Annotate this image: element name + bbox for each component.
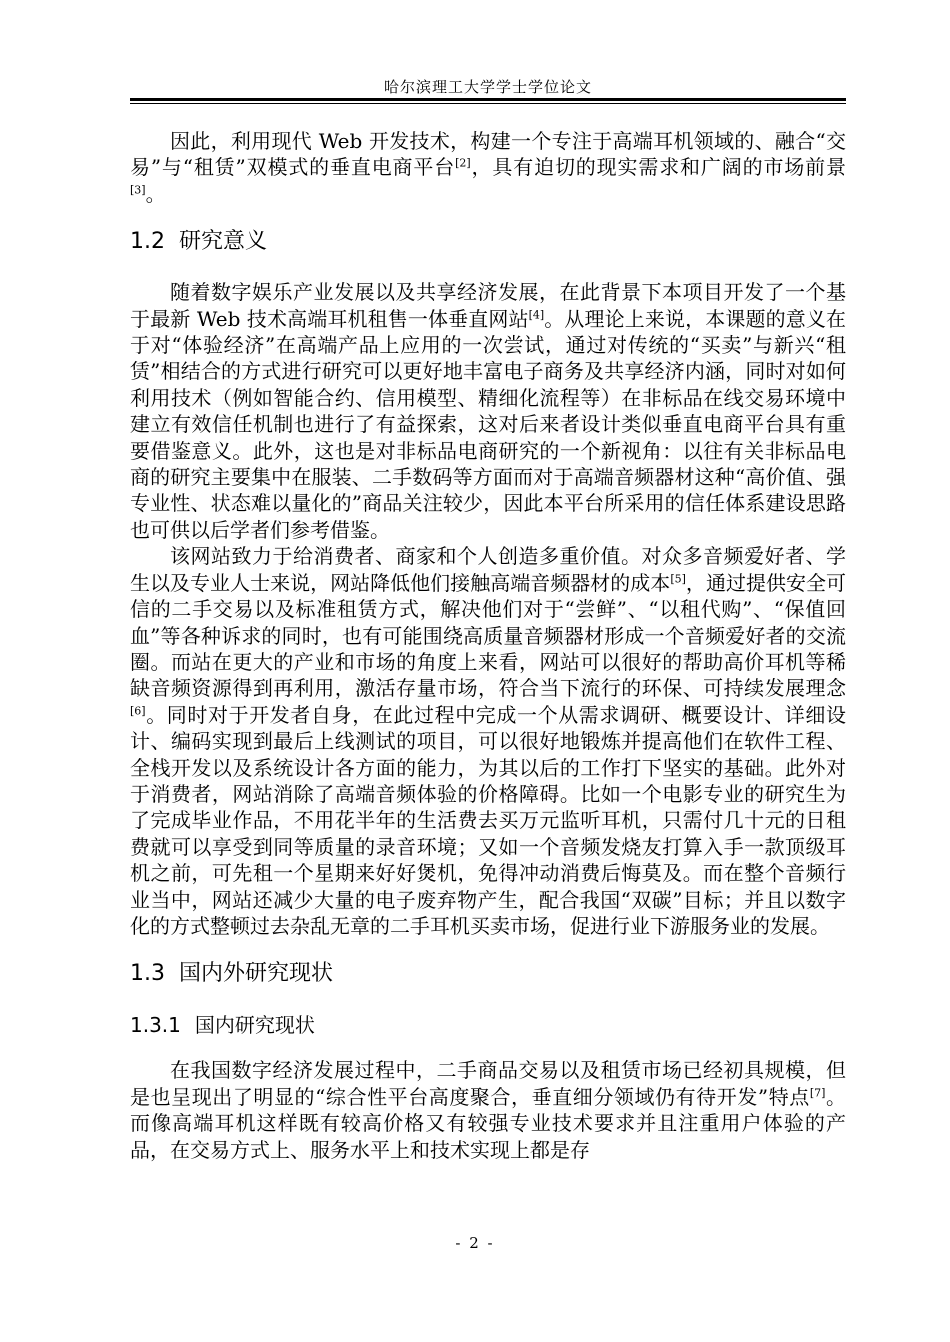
page-body [130, 128, 846, 1163]
section-number: 1.2 [130, 229, 165, 255]
section-number: 1.3.1 [130, 1013, 181, 1038]
header-rule-thin [130, 103, 846, 104]
section-number: 1.3 [130, 961, 165, 987]
paragraph-text: 随着数字娱乐产业发展以及共享经济发展，在此背景下本项目开发了一个基于最新 Web 技术高端耳机租售一体垂直网站 [130, 280, 846, 331]
section-title: 国内研究现状 [194, 1013, 315, 1038]
paragraph-text: ，通过提供安全可信的二手交易以及标准租赁方式，解决他们对于“尝鲜”、“以租代购”、“保值回血”等各种诉求的同时，也有可能围绕高质量音频器材形成一个音频爱好者的交流圈。而站在更大的产业和市场的角度上来看，网站可以很好的帮助高价耳机等稀缺音频资源得到再利用，激活存量市场，符合当下流行的环保、可持续发展理念 [130, 570, 847, 701]
section-heading-1-2 [130, 227, 846, 257]
paragraph-text: 。 [145, 181, 166, 206]
citation: [2] [455, 156, 471, 170]
paragraph-text: 该网站致力于给消费者、商家和个人创造多重价值。对众多音频爱好者、学生以及专业人士来说，网站降低他们接触高端音频器材的成本 [130, 544, 846, 595]
header-rule-thick [130, 98, 846, 101]
paragraph-text: 。而像高端耳机这样既有较高价格又有较强专业技术要求并且注重用户体验的产品，在交易方式上、服务水平上和技术实现上都是存 [130, 1084, 847, 1162]
section-title: 研究意义 [179, 229, 268, 255]
section-heading-1-3 [130, 959, 846, 989]
paragraph-text: ，具有迫切的现实需求和广阔的市场前景 [470, 155, 846, 180]
paragraph [130, 279, 846, 543]
paragraph-text: 。同时对于开发者自身，在此过程中完成一个从需求调研、概要设计、详细设计、编码实现到最后上线测试的项目，可以很好地锻炼并提高他们在软件工程、全栈开发以及系统设计各方面的能力，为其以后的工作打下坚实的基础。此外对于消费者，网站消除了高端音频体验的价格障碍。比如一个电影专业的研究生为了完成毕业作品，不用花半年的生活费去买万元监听耳机，只需付几十元的日租费就可以享受到同等质量的录音环境；又如一个音频发烧友打算入手一款顶级耳机之前，可先租一个星期来好好煲机，免得冲动消费后悔莫及。而在整个音频行业当中，网站还减少大量的电子废弃物产生，配合我国“双碳”目标；并且以数字化的方式整顿过去杂乱无章的二手耳机买卖市场，促进行业下游服务业的发展。 [130, 702, 846, 938]
section-title: 国内外研究现状 [179, 961, 334, 987]
paragraph [130, 128, 846, 207]
page-number: - 2 - [455, 1234, 495, 1252]
citation: [7] [809, 1086, 826, 1100]
citation: [5] [670, 572, 686, 586]
running-header: 哈尔滨理工大学学士学位论文 [383, 78, 592, 96]
paragraph-text: 因此，利用现代 Web 开发技术，构建一个专注于高端耳机领域的、融合“交易”与“租赁”双模式的垂直电商平台 [130, 129, 846, 180]
citation: [3] [130, 183, 146, 197]
subsection-heading-1-3-1 [130, 1011, 846, 1039]
paragraph [130, 543, 846, 939]
paragraph [130, 1057, 846, 1163]
citation: [6] [130, 704, 146, 718]
paragraph-text: 。从理论上来说，本课题的意义在于对“体验经济”在高端产品上应用的一次尝试，通过对传统的“买卖”与新兴“租赁”相结合的方式进行研究可以更好地丰富电子商务及共享经济内涵，同时对如何利用技术（例如智能合约、信用模型、精细化流程等）在非标品在线交易环境中建立有效信任机制也进行了有益探索，这对后来者设计类似垂直电商平台具有重要借鉴意义。此外，这也是对非标品电商研究的一个新视角：以往有关非标品电商的研究主要集中在服装、二手数码等方面而对于高端音频器材这种“高价值、强专业性、状态难以量化的”商品关注较少，因此本平台所采用的信任体系建设思路也可供以后学者们参考借鉴。 [130, 306, 847, 542]
paragraph-text: 在我国数字经济发展过程中，二手商品交易以及租赁市场已经初具规模，但是也呈现出了明显的“综合性平台高度聚合，垂直细分领域仍有待开发”特点 [130, 1058, 846, 1109]
citation: [4] [528, 307, 545, 321]
